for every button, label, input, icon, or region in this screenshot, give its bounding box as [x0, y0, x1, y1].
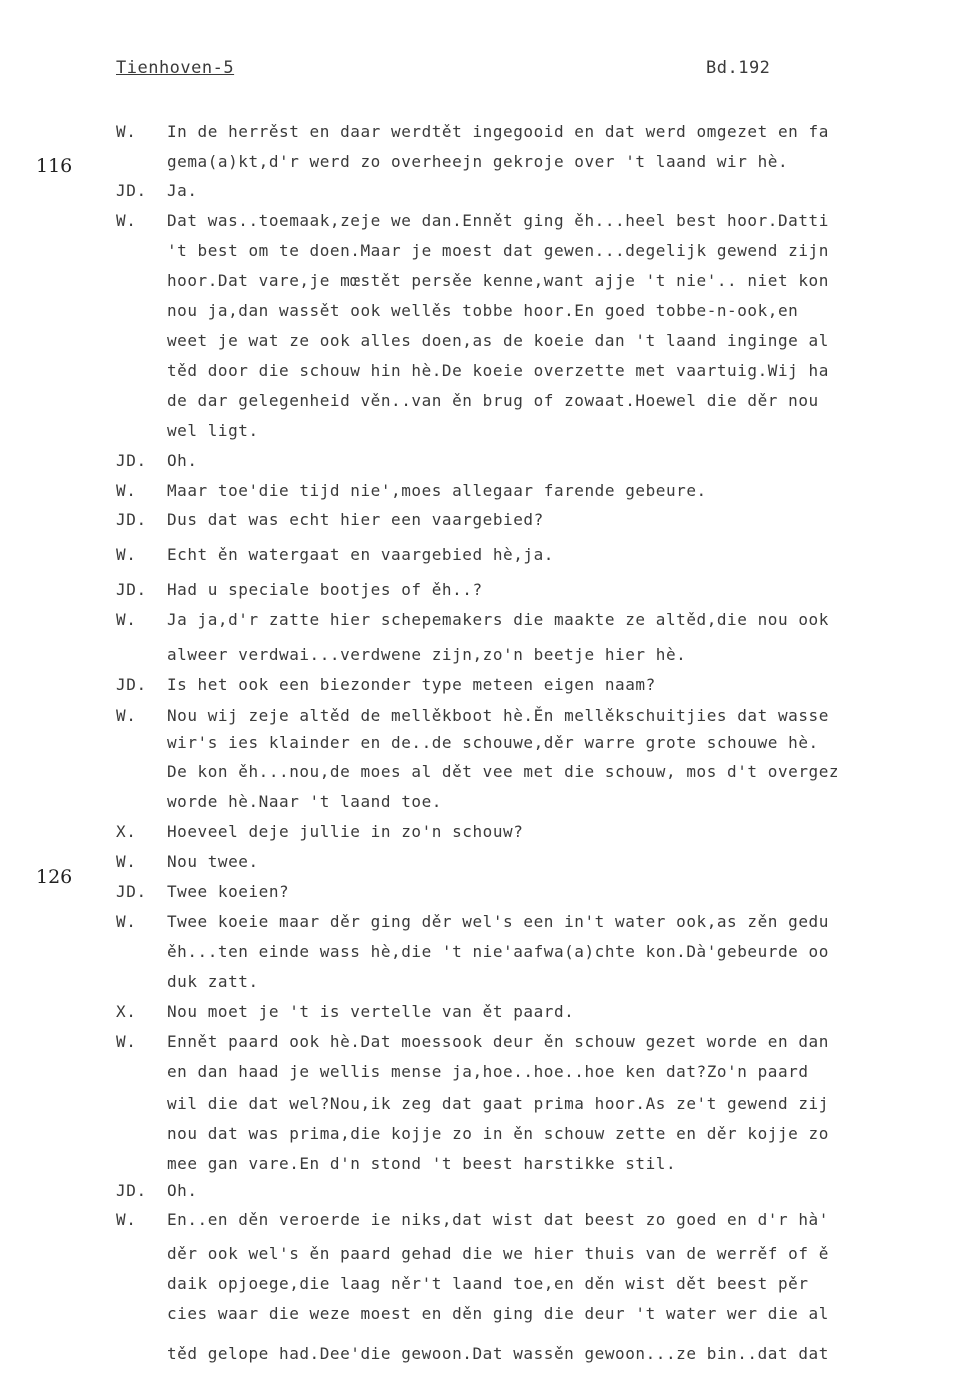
utterance-text: Nou twee. — [167, 852, 259, 871]
transcript-line — [0, 421, 966, 443]
utterance-text: Twee koeie maar děr ging děr wel's een in't water ook,as zěn gedu — [167, 912, 829, 931]
utterance-text: cies waar die weze moest en děn ging die deur 't water wer die al — [167, 1304, 829, 1323]
utterance-text: gema(a)kt,d'r werd zo overheejn gekroje over 't laand wir hè. — [167, 152, 789, 171]
transcript-line — [0, 610, 966, 632]
utterance-text: těd door die schouw hin hè.De koeie overzette met vaartuig.Wij ha — [167, 361, 829, 380]
utterance-text: Oh. — [167, 451, 198, 470]
transcript-line — [0, 942, 966, 964]
speaker-label: JD. — [116, 882, 147, 901]
transcript-line — [0, 762, 966, 784]
utterance-text: Nou moet je 't is vertelle van ět paard. — [167, 1002, 575, 1021]
utterance-text: Oh. — [167, 1181, 198, 1200]
transcript-line — [0, 972, 966, 994]
transcript-line — [0, 1094, 966, 1116]
utterance-text: nou dat was prima,die kojje zo in ěn schouw zette en děr kojje zo — [167, 1124, 829, 1143]
utterance-text: nou ja,dan wassět ook wellěs tobbe hoor.En goed tobbe-n-ook,en — [167, 301, 799, 320]
utterance-text: ěh...ten einde wass hè,die 't nie'aafwa(a)chte kon.Dà'gebeurde oo — [167, 942, 829, 961]
transcript-line — [0, 451, 966, 473]
transcript-line — [0, 1304, 966, 1326]
transcript-line — [0, 1181, 966, 1203]
utterance-text: de dar gelegenheid věn..van ěn brug of zowaat.Hoewel die děr nou — [167, 391, 819, 410]
transcript-line — [0, 675, 966, 697]
transcript-line — [0, 1274, 966, 1296]
transcript-line — [0, 1032, 966, 1054]
utterance-text: Maar toe'die tijd nie',moes allegaar farende gebeure. — [167, 481, 707, 500]
transcript-line — [0, 1344, 966, 1366]
speaker-label: W. — [116, 1210, 137, 1229]
utterance-text: děr ook wel's ěn paard gehad die we hier thuis van de werrěf of ě — [167, 1244, 829, 1263]
speaker-label: W. — [116, 610, 137, 629]
utterance-text: Dus dat was echt hier een vaargebied? — [167, 510, 544, 529]
transcript-line — [0, 152, 966, 174]
speaker-label: JD. — [116, 510, 147, 529]
utterance-text: Ennět paard ook hè.Dat moessook deur ěn schouw gezet worde en dan — [167, 1032, 829, 1051]
speaker-label: W. — [116, 545, 137, 564]
transcript-line — [0, 1210, 966, 1232]
utterance-text: worde hè.Naar 't laand toe. — [167, 792, 442, 811]
transcript-line — [0, 792, 966, 814]
transcript-line — [0, 852, 966, 874]
utterance-text: Hoeveel deje jullie in zo'n schouw? — [167, 822, 524, 841]
speaker-label: W. — [116, 211, 137, 230]
utterance-text: Nou wij zeje altěd de mellěkboot hè.Ěn mellěkschuitjies dat wasse — [167, 706, 829, 725]
speaker-label: JD. — [116, 451, 147, 470]
utterance-text: Is het ook een biezonder type meteen eigen naam? — [167, 675, 656, 694]
utterance-text: In de herrěst en daar werdtět ingegooid en dat werd omgezet en fa — [167, 122, 829, 141]
transcript-line — [0, 361, 966, 383]
speaker-label: JD. — [116, 675, 147, 694]
transcript-line — [0, 271, 966, 293]
utterance-text: Had u speciale bootjes of ěh..? — [167, 580, 483, 599]
utterance-text: wil die dat wel?Nou,ik zeg dat gaat prima hoor.As ze't gewend zij — [167, 1094, 829, 1113]
transcript-line — [0, 122, 966, 144]
utterance-text: Echt ěn watergaat en vaargebied hè,ja. — [167, 545, 554, 564]
utterance-text: en dan haad je wellis mense ja,hoe..hoe..hoe ken dat?Zo'n paard — [167, 1062, 809, 1081]
utterance-text: Twee koeien? — [167, 882, 290, 901]
utterance-text: mee gan vare.En d'n stond 't beest harstikke stil. — [167, 1154, 677, 1173]
utterance-text: wir's ies klainder en de..de schouwe,děr warre grote schouwe hè. — [167, 733, 819, 752]
utterance-text: 't best om te doen.Maar je moest dat gewen...degelijk gewend zijn — [167, 241, 829, 260]
speaker-label: X. — [116, 1002, 137, 1021]
transcript-line — [0, 481, 966, 503]
transcript-line — [0, 1062, 966, 1084]
transcript-line — [0, 912, 966, 934]
transcript-line — [0, 211, 966, 233]
speaker-label: W. — [116, 706, 137, 725]
document-title: Tienhoven-5 — [116, 58, 235, 78]
speaker-label: W. — [116, 1032, 137, 1051]
transcript-line — [0, 301, 966, 323]
utterance-text: weet je wat ze ook alles doen,as de koeie dan 't laand inginge al — [167, 331, 829, 350]
transcript-line — [0, 241, 966, 263]
transcript-line — [0, 882, 966, 904]
margin-note-counter: 116 — [36, 155, 73, 177]
utterance-text: daik opjoege,die laag něr't laand toe,en děn wist dět beest pěr — [167, 1274, 809, 1293]
speaker-label: X. — [116, 822, 137, 841]
utterance-text: wel ligt. — [167, 421, 259, 440]
utterance-text: hoor.Dat vare,je mœstět persěe kenne,want ajje 't nie'.. niet kon — [167, 271, 829, 290]
transcript-line — [0, 391, 966, 413]
utterance-text: En..en děn veroerde ie niks,dat wist dat beest zo goed en d'r hà' — [167, 1210, 829, 1229]
transcript-line — [0, 545, 966, 567]
speaker-label: W. — [116, 912, 137, 931]
speaker-label: W. — [116, 481, 137, 500]
transcript-line — [0, 1124, 966, 1146]
transcript-line — [0, 645, 966, 667]
transcript-line — [0, 181, 966, 203]
utterance-text: Ja ja,d'r zatte hier schepemakers die maakte ze altěd,die nou ook — [167, 610, 829, 629]
speaker-label: W. — [116, 122, 137, 141]
transcript-line — [0, 331, 966, 353]
transcript-line — [0, 580, 966, 602]
transcript-line — [0, 1154, 966, 1176]
margin-note-counter: 126 — [36, 866, 73, 888]
transcript-line — [0, 1244, 966, 1266]
transcript-line — [0, 1002, 966, 1024]
utterance-text: duk zatt. — [167, 972, 259, 991]
speaker-label: JD. — [116, 580, 147, 599]
utterance-text: De kon ěh...nou,de moes al dět vee met die schouw, mos d't overgez — [167, 762, 840, 781]
utterance-text: těd gelope had.Dee'die gewoon.Dat wassěn gewoon...ze bin..dat dat — [167, 1344, 829, 1363]
utterance-text: alweer verdwai...verdwene zijn,zo'n beetje hier hè. — [167, 645, 687, 664]
utterance-text: Dat was..toemaak,zeje we dan.Ennět ging ěh...heel best hoor.Datti — [167, 211, 829, 230]
speaker-label: JD. — [116, 181, 147, 200]
transcript-line — [0, 822, 966, 844]
speaker-label: JD. — [116, 1181, 147, 1200]
transcript-line — [0, 733, 966, 755]
transcript-line — [0, 706, 966, 728]
page-reference: Bd.192 — [706, 58, 771, 78]
transcript-line — [0, 510, 966, 532]
utterance-text: Ja. — [167, 181, 198, 200]
speaker-label: W. — [116, 852, 137, 871]
